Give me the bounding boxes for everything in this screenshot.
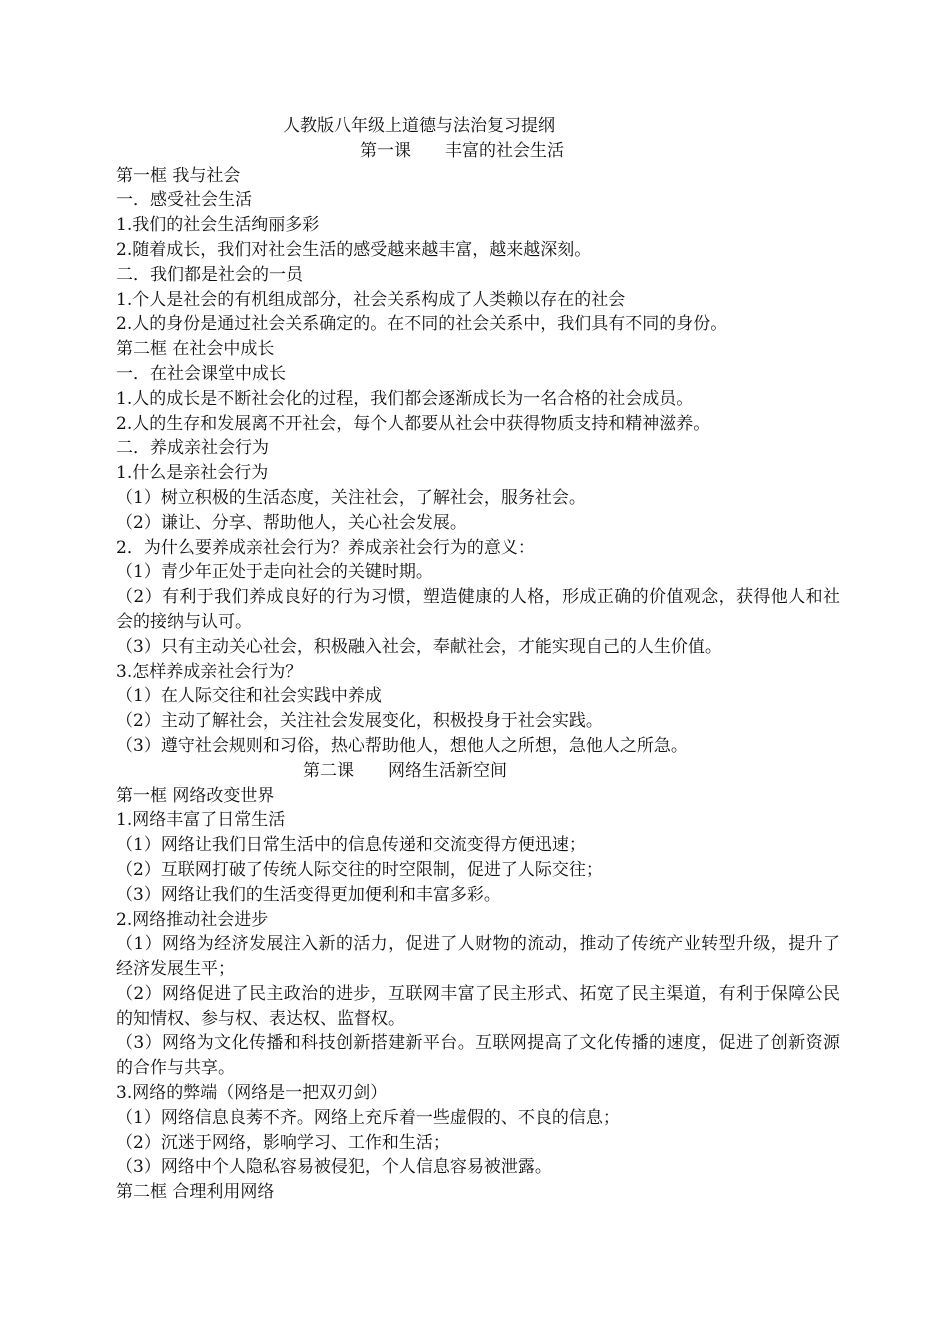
answer-item: （1）在人际交往和社会实践中养成 [116,686,382,707]
lesson-2-frame-2-title: 第二框 合理利用网络 [116,1182,275,1203]
lesson-1-title: 第一课 丰富的社会生活 [360,140,564,161]
section-heading: 一．感受社会生活 [116,190,252,211]
answer-item: （3）网络让我们的生活变得更加便利和丰富多彩。 [116,884,501,905]
paragraph: 1.个人是社会的有机组成部分，社会关系构成了人类赖以存在的社会 [116,289,626,310]
answer-item: （2）互联网打破了传统人际交往的时空限制，促进了人际交往； [116,859,603,880]
paragraph: 1.人的成长是不断社会化的过程，我们都会逐渐成长为一名合格的社会成员。 [116,388,694,409]
question: 1.什么是亲社会行为 [116,463,269,484]
lesson-1-frame-1-title: 第一框 我与社会 [116,165,241,186]
question: 2．为什么要养成亲社会行为？养成亲社会行为的意义： [116,537,535,558]
document-body [116,114,840,1205]
answer-item: （1）树立积极的生活态度，关注社会，了解社会，服务社会。 [116,487,586,508]
answer-item: （2）谦让、分享、帮助他人，关心社会发展。 [116,512,467,533]
question: 1.网络丰富了日常生活 [116,810,286,831]
answer-item: （2）有利于我们养成良好的行为习惯，塑造健康的人格，形成正确的价值观念，获得他人和社会的接纳与认可。 [116,587,840,632]
answer-item: （3）遵守社会规则和习俗，热心帮助他人，想他人之所想，急他人之所急。 [116,735,688,756]
question: 3.网络的弊端（网络是一把双刃剑） [116,1083,388,1104]
answer-item: （3）只有主动关心社会，积极融入社会，奉献社会，才能实现自己的人生价值。 [116,636,722,657]
paragraph: 1.我们的社会生活绚丽多彩 [116,215,320,236]
paragraph: 2.随着成长，我们对社会生活的感受越来越丰富，越来越深刻。 [116,239,592,260]
section-heading: 一．在社会课堂中成长 [116,363,286,384]
paragraph: 2.人的身份是通过社会关系确定的。在不同的社会关系中，我们具有不同的身份。 [116,314,728,335]
answer-item: （3）网络为文化传播和科技创新搭建新平台。互联网提高了文化传播的速度，促进了创新资源的合作与共享。 [116,1033,840,1079]
question: 2.网络推动社会进步 [116,909,269,930]
lesson-1-frame-2-title: 第二框 在社会中成长 [116,339,275,360]
question: 3.怎样养成亲社会行为？ [116,661,303,682]
document-title: 人教版八年级上道德与法治复习提纲 [283,116,555,136]
answer-item: （2）沉迷于网络，影响学习、工作和生活； [116,1132,450,1153]
lesson-2-frame-1-title: 第一框 网络改变世界 [116,785,275,806]
answer-item: （2）主动了解社会，关注社会发展变化，积极投身于社会实践。 [116,711,603,732]
answer-item: （2）网络促进了民主政治的进步，互联网丰富了民主形式、拓宽了民主渠道，有利于保障公民的知情权、参与权、表达权、监督权。 [116,983,840,1029]
section-heading: 二．我们都是社会的一员 [116,264,303,285]
answer-item: （1）青少年正处于走向社会的关键时期。 [116,562,433,583]
section-heading: 二．养成亲社会行为 [116,438,269,459]
answer-item: （3）网络中个人隐私容易被侵犯，个人信息容易被泄露。 [116,1157,552,1178]
paragraph: 2.人的生存和发展离不开社会，每个人都要从社会中获得物质支持和精神滋养。 [116,413,711,434]
answer-item: （1）网络为经济发展注入新的活力，促进了人财物的流动，推动了传统产业转型升级，提升了经济发展生平； [116,934,840,980]
answer-item: （1）网络让我们日常生活中的信息传递和交流变得方便迅速； [116,835,586,856]
answer-item: （1）网络信息良莠不齐。网络上充斥着一些虚假的、不良的信息； [116,1107,620,1128]
lesson-2-title: 第二课 网络生活新空间 [303,760,507,781]
